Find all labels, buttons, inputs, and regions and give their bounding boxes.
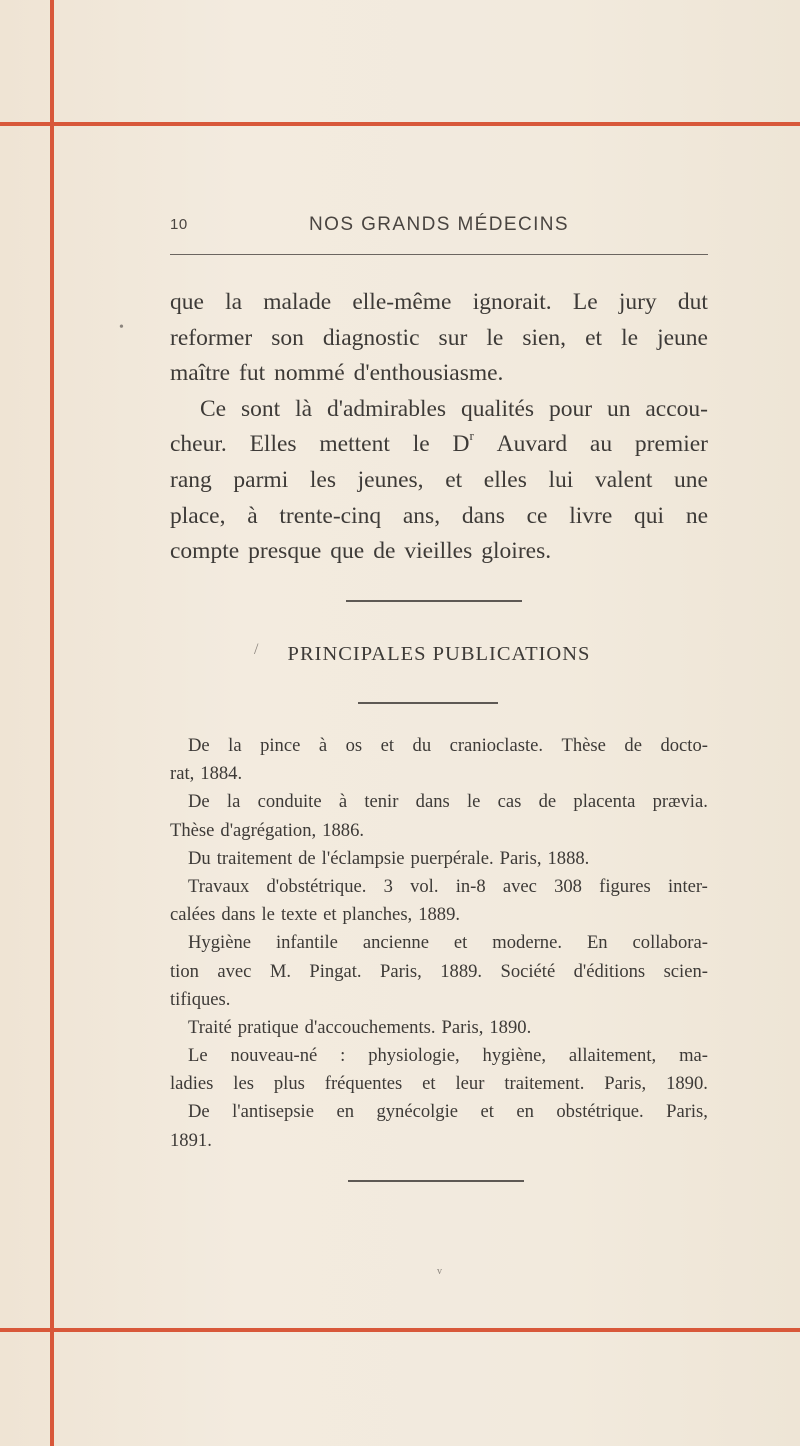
word: premier — [634, 431, 708, 458]
word: ignorait. — [472, 289, 552, 315]
text-line — [170, 392, 708, 428]
word: et — [422, 1073, 436, 1095]
word: la — [228, 735, 242, 756]
word: que — [170, 289, 204, 315]
word: infantile — [275, 932, 338, 954]
speck-mark: • — [119, 320, 124, 335]
word: $D^r$ — [452, 428, 474, 458]
word: cheur. — [170, 431, 227, 458]
word: en — [336, 1101, 354, 1123]
publication-line — [170, 732, 708, 760]
word: les — [309, 466, 336, 493]
section-title: PRINCIPALES PUBLICATIONS — [287, 643, 591, 665]
word: 1889. — [440, 960, 483, 982]
word: figures — [599, 875, 651, 897]
publication-line — [170, 1042, 708, 1070]
word: d'obstétrique. — [266, 875, 367, 897]
publication-line — [170, 788, 708, 816]
word: sien, — [522, 324, 567, 351]
publication-line — [170, 1127, 708, 1155]
word: os — [345, 735, 363, 756]
word: Paris, — [499, 847, 542, 869]
separator-rule — [346, 600, 522, 602]
publication-line — [170, 760, 708, 788]
word: et — [323, 904, 337, 926]
word: physiologie, — [368, 1045, 460, 1067]
word: De — [188, 1101, 210, 1123]
pencil-mark: v — [437, 1266, 442, 1277]
word: parmi — [233, 466, 289, 493]
word: nommé — [274, 360, 345, 387]
word: Thèse — [561, 735, 606, 756]
word: livre — [569, 502, 613, 529]
word: Du — [188, 847, 211, 869]
word: d'agrégation, — [220, 819, 317, 841]
word: le — [261, 904, 275, 926]
word: presque — [248, 538, 322, 565]
publication-line — [170, 901, 708, 929]
word: Paris, — [441, 1016, 484, 1038]
word: Travaux — [188, 875, 250, 897]
word: : — [340, 1045, 346, 1067]
word: les — [233, 1073, 254, 1095]
word: sont — [241, 395, 281, 422]
red-margin-rule-top — [0, 122, 800, 126]
word: allaitement, — [568, 1045, 657, 1067]
word: ancienne — [362, 932, 429, 954]
text-line — [170, 534, 708, 570]
publication-line — [170, 817, 708, 845]
word: elle-même — [352, 289, 452, 315]
word: Le — [572, 289, 598, 315]
word: conduite — [257, 791, 322, 813]
word: collabora- — [632, 932, 708, 954]
publication-line — [170, 958, 708, 986]
word: ma- — [679, 1045, 708, 1067]
body-paragraphs — [170, 285, 708, 570]
word: du — [412, 735, 432, 756]
word: De — [188, 735, 210, 756]
word: obstétrique. — [556, 1101, 644, 1123]
word: de — [538, 791, 557, 813]
word: hygiène, — [482, 1045, 547, 1067]
word: et — [585, 324, 603, 351]
word: 1889. — [418, 904, 461, 926]
word: 1884. — [200, 763, 243, 785]
word: pratique — [237, 1016, 299, 1038]
word: plus — [273, 1073, 305, 1095]
word: et — [445, 466, 463, 493]
text-line — [170, 356, 708, 392]
word: à — [247, 502, 258, 529]
publications-list — [170, 732, 708, 1155]
word: jeunes, — [357, 466, 424, 493]
word: prævia. — [652, 791, 708, 813]
word: 3 — [383, 875, 393, 897]
word: gynécolgie — [376, 1101, 459, 1123]
word: de — [373, 538, 396, 565]
word: Thèse — [170, 819, 215, 841]
word: qualités — [460, 395, 535, 422]
separator-rule — [348, 1180, 524, 1182]
word: tion — [170, 960, 199, 982]
word: gloires. — [481, 538, 552, 565]
word: jeune — [657, 324, 708, 351]
word: traitement — [216, 847, 293, 869]
word: puerpérale. — [410, 847, 494, 869]
word: docto- — [660, 735, 708, 756]
word: rat, — [170, 763, 195, 785]
word: ladies — [170, 1073, 214, 1095]
word: moderne. — [492, 932, 562, 954]
word: son — [271, 324, 304, 351]
word: rang — [170, 466, 212, 493]
word: Paris, — [604, 1073, 647, 1095]
word: texte — [280, 904, 318, 926]
word: ne — [685, 502, 708, 529]
publication-line — [170, 929, 708, 957]
publication-line — [170, 1070, 708, 1098]
word: fréquentes — [324, 1073, 403, 1095]
red-margin-rule-vertical — [50, 0, 54, 1446]
word: Pingat. — [309, 960, 362, 982]
word: tenir — [364, 791, 399, 813]
word: de — [624, 735, 642, 756]
word: in-8 — [455, 875, 486, 897]
text-line — [170, 427, 708, 463]
word: accou- — [645, 395, 708, 422]
word: reformer — [170, 324, 253, 351]
word: fut — [239, 360, 266, 387]
word: ans, — [402, 502, 441, 529]
word: lui — [548, 466, 574, 493]
word: dut — [677, 289, 708, 315]
word: le — [466, 791, 481, 813]
word: pour — [548, 395, 593, 422]
word: vol. — [410, 875, 439, 897]
word: l'éclampsie — [321, 847, 405, 869]
word: compte — [170, 538, 240, 565]
word: d'enthousiasme. — [353, 360, 504, 387]
word: 1891. — [170, 1129, 212, 1151]
word: 1890. — [489, 1016, 532, 1038]
publication-line — [170, 873, 708, 901]
word: au — [589, 431, 613, 458]
word: valent — [594, 466, 653, 493]
word: avec — [217, 960, 252, 982]
word: trente-cinq — [279, 502, 382, 529]
word: Paris, — [666, 1101, 708, 1123]
word: Hygiène — [188, 932, 251, 954]
word: le — [621, 324, 639, 351]
separator-rule — [358, 702, 498, 704]
word: place, — [170, 502, 226, 529]
word: tifiques. — [170, 988, 231, 1010]
word: la — [226, 791, 241, 813]
word: mettent — [319, 431, 390, 458]
word: En — [586, 932, 608, 954]
word: dans — [415, 791, 450, 813]
word: M. — [269, 960, 291, 982]
word: de — [298, 847, 316, 869]
word: en — [516, 1101, 534, 1123]
word: Le — [188, 1045, 208, 1067]
word: avec — [502, 875, 537, 897]
publication-line — [170, 1098, 708, 1126]
word: calées — [170, 904, 216, 926]
word: le — [412, 431, 430, 458]
word: là — [295, 395, 313, 422]
word: la — [225, 289, 243, 315]
word: d'accouchements. — [304, 1016, 436, 1038]
word: elles — [483, 466, 527, 493]
word: 308 — [554, 875, 582, 897]
word: malade — [263, 289, 332, 315]
word: et — [453, 932, 468, 954]
word: sur — [438, 324, 468, 351]
word: planches, — [342, 904, 413, 926]
word: à — [338, 791, 348, 813]
word: diagnostic — [322, 324, 420, 351]
word: Auvard — [496, 431, 568, 458]
pencil-mark: / — [254, 641, 259, 658]
word: leur — [455, 1073, 485, 1095]
word: d'admirables — [326, 395, 447, 422]
word: le — [486, 324, 504, 351]
publication-line — [170, 986, 708, 1014]
word: un — [606, 395, 631, 422]
text-line — [170, 463, 708, 499]
running-head: NOS GRANDS MÉDECINS — [309, 214, 569, 235]
word: Société — [500, 960, 556, 982]
word: De — [188, 791, 210, 813]
word: traitement. — [504, 1073, 585, 1095]
page-header — [170, 214, 708, 255]
text-line — [170, 499, 708, 535]
word: Paris, — [379, 960, 422, 982]
word: maître — [170, 360, 231, 387]
word: dans — [221, 904, 256, 926]
word: Elles — [249, 431, 297, 458]
word: 1888. — [547, 847, 590, 869]
publication-line — [170, 1014, 708, 1042]
word: à — [318, 735, 328, 756]
red-margin-rule-bottom — [0, 1328, 800, 1332]
word: 1890. — [666, 1073, 708, 1095]
word: 1886. — [322, 819, 365, 841]
word: Ce — [200, 395, 227, 422]
word: une — [674, 466, 708, 493]
word: dans — [461, 502, 505, 529]
word: placenta — [573, 791, 636, 813]
word: vieilles — [404, 538, 473, 565]
word: et — [380, 735, 395, 756]
word: qui — [634, 502, 665, 529]
word: que — [330, 538, 365, 565]
text-line — [170, 285, 708, 321]
word: inter- — [667, 875, 708, 897]
publication-line — [170, 845, 708, 873]
word: jury — [618, 289, 657, 315]
word: cas — [497, 791, 522, 813]
word: Traité — [188, 1016, 232, 1038]
word: et — [480, 1101, 494, 1123]
word: nouveau-né — [230, 1045, 318, 1067]
word: pince — [260, 735, 301, 756]
word: ce — [526, 502, 548, 529]
word: d'éditions — [573, 960, 646, 982]
text-line — [170, 321, 708, 357]
page-number: 10 — [170, 216, 188, 233]
word: cranioclaste. — [449, 735, 544, 756]
word: scien- — [663, 960, 708, 982]
word: l'antisepsie — [232, 1101, 314, 1123]
